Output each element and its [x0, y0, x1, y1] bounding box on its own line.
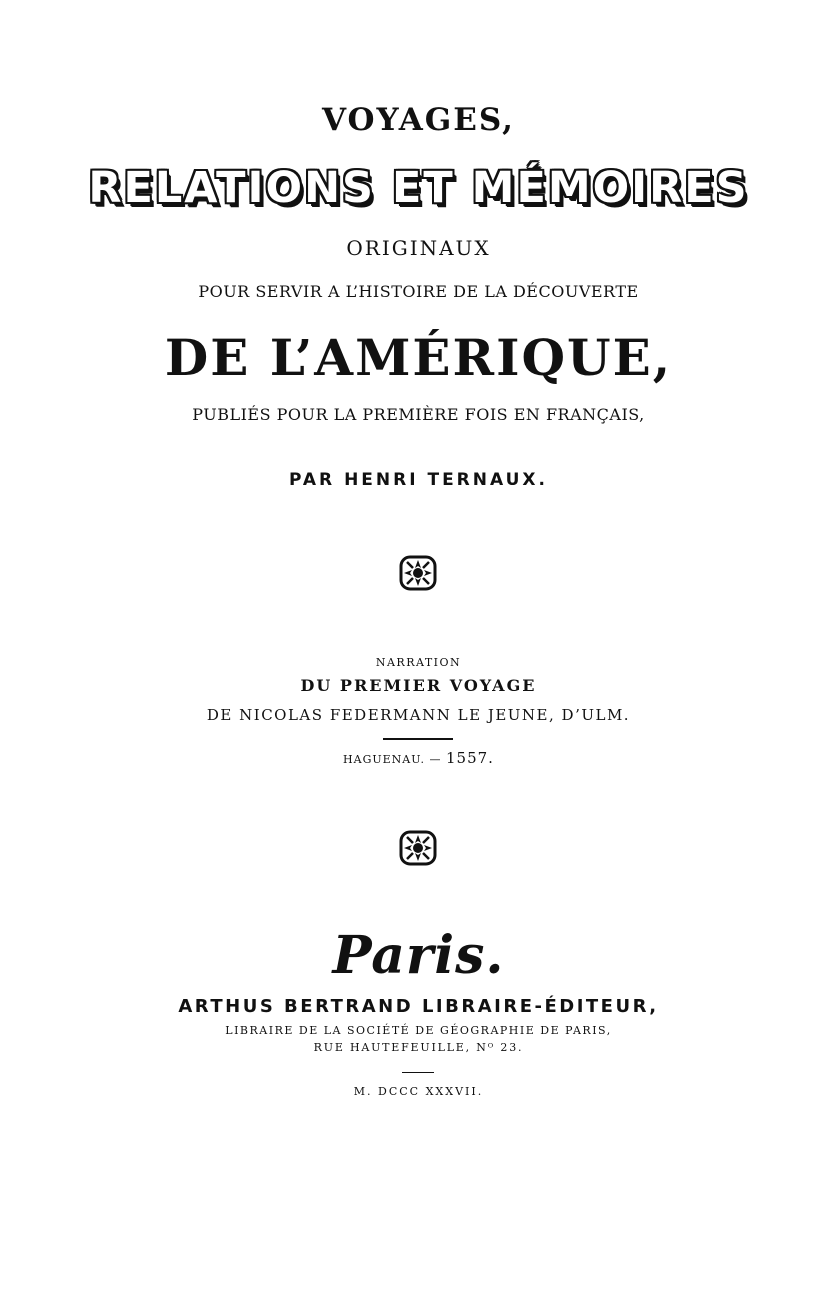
place-text: HAGUENAU. — — [343, 753, 442, 766]
title-relations-et-memoires: RELATIONS ET MÉMOIRES — [88, 163, 749, 213]
subtitle-originaux: ORIGINAUX — [346, 236, 491, 260]
subtitle-publies: PUBLIÉS POUR LA PREMIÈRE FOIS EN FRANÇAIS, — [192, 405, 645, 424]
publisher-address: RUE HAUTEFEUILLE, Nᴼ 23. — [313, 1041, 524, 1054]
author-line: PAR HENRI TERNAUX. — [289, 470, 548, 490]
title-de-l-amerique: DE L’AMÉRIQUE, — [164, 328, 673, 387]
publication-date: M. DCCC XXXVII. — [353, 1085, 484, 1098]
publisher-name: ARTHUS BERTRAND LIBRAIRE-ÉDITEUR, — [178, 996, 659, 1017]
place-date-line — [0, 749, 837, 767]
publisher-society: LIBRAIRE DE LA SOCIÉTÉ DE GÉOGRAPHIE DE PARIS, — [225, 1024, 612, 1037]
floral-ornament-icon — [399, 555, 437, 591]
title-voyages: VOYAGES, — [322, 102, 515, 138]
divider-rule — [383, 738, 453, 740]
premier-voyage-line: DU PREMIER VOYAGE — [300, 676, 537, 695]
year-text: 1557. — [446, 749, 494, 767]
floral-ornament-icon — [399, 830, 437, 866]
divider-rule — [402, 1072, 434, 1073]
narration-label: NARRATION — [375, 656, 462, 669]
subject-line: DE NICOLAS FEDERMANN LE JEUNE, D’ULM. — [206, 706, 631, 724]
imprint-city: Paris. — [332, 925, 505, 986]
subtitle-pour-servir: POUR SERVIR A L’HISTOIRE DE LA DÉCOUVERTE — [198, 282, 639, 301]
